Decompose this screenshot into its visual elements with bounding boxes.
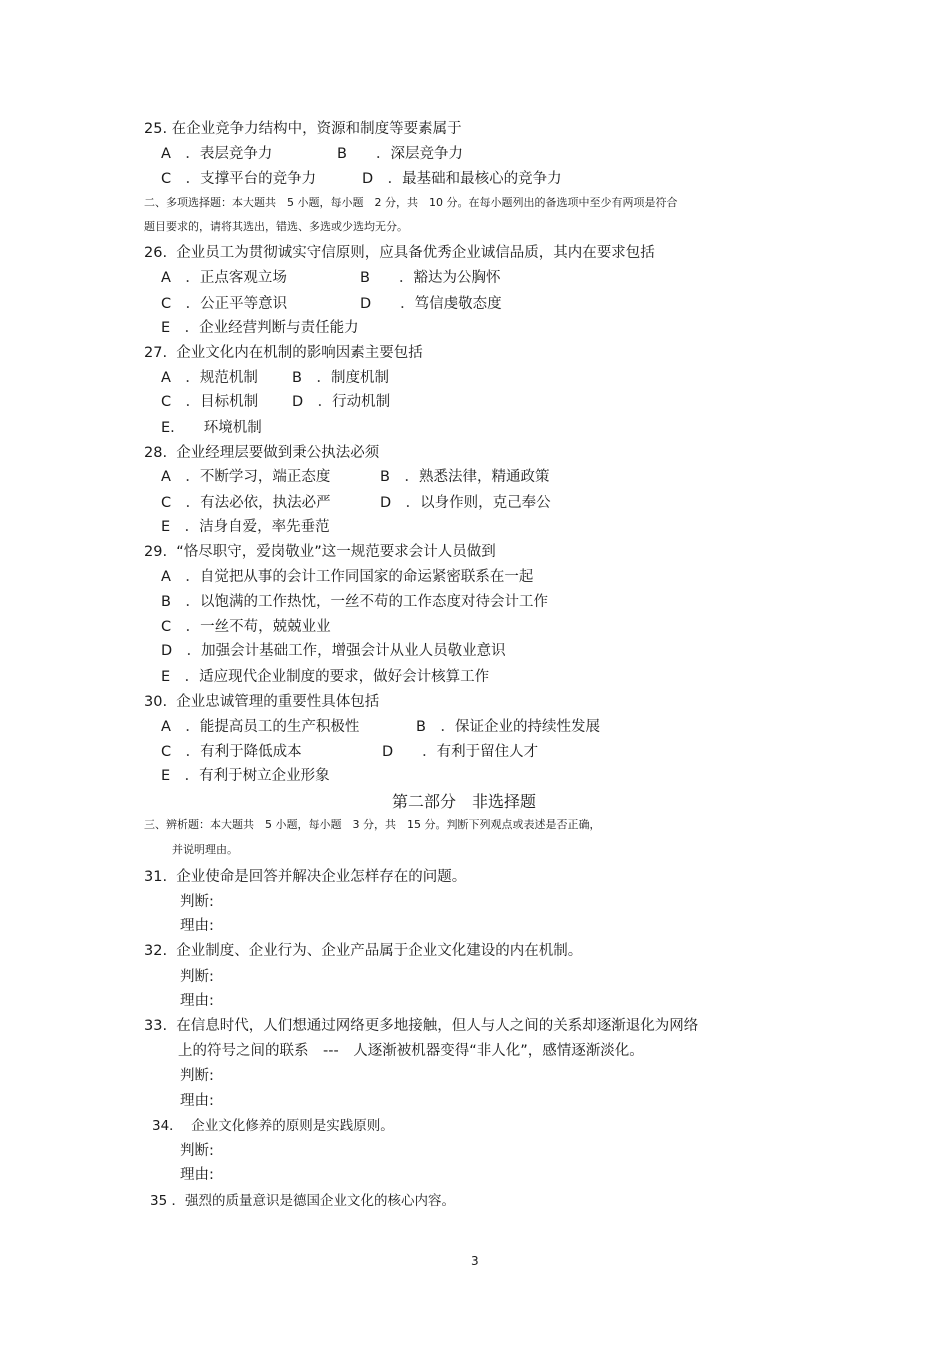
question-32-reason-label: 理由: [180,993,214,1009]
question-34-reason-label: 理由: [180,1167,214,1183]
question-29-option-a: A ．自觉把从事的会计工作同国家的命运紧密联系在一起 [161,569,534,585]
section-2-instructions-line-2: 题目要求的，请将其选出，错选、多选或少选均无分。 [144,220,408,233]
question-31-reason-label: 理由: [180,918,214,934]
question-30-option-d: D ．有利于留住人才 [382,744,539,760]
question-28-option-c: C ．有法必依，执法必严 [161,495,331,511]
question-27-option-c: C ．目标机制 [161,394,259,410]
question-25-option-b: B ．深层竞争力 [337,146,463,162]
question-29-option-e: E ．适应现代企业制度的要求，做好会计核算工作 [161,669,490,685]
question-27-option-e: E. 环境机制 [161,420,262,436]
question-26-stem: 26. 企业员工为贯彻诚实守信原则，应具备优秀企业诚信品质，其内在要求包括 [144,245,655,261]
page-number: 3 [471,1254,479,1268]
question-29-option-d: D ．加强会计基础工作，增强会计从业人员敬业意识 [161,643,506,659]
question-26-option-d: D ．笃信虔敬态度 [360,296,502,312]
question-29-stem: 29. “恪尽职守，爱岗敬业”这一规范要求会计人员做到 [144,544,496,560]
question-35-stem: 35 ．强烈的质量意识是德国企业文化的核心内容。 [150,1193,455,1209]
question-27-stem: 27. 企业文化内在机制的影响因素主要包括 [144,345,423,361]
question-27-option-a: A ．规范机制 [161,370,258,386]
question-28-option-e: E ．洁身自爱，率先垂范 [161,519,330,535]
question-29-option-c: C ．一丝不苟，兢兢业业 [161,619,331,635]
question-26-option-e: E ．企业经营判断与责任能力 [161,320,359,336]
question-26-option-b: B ．豁达为公胸怀 [360,270,501,286]
question-33-stem-line-1: 33. 在信息时代，人们想通过网络更多地接触，但人与人之间的关系却逐渐退化为网络 [144,1018,699,1034]
question-32-judge-label: 判断: [180,969,214,985]
question-34-judge-label: 判断: [180,1143,214,1159]
part-2-title: 第二部分 非选择题 [392,792,537,811]
question-27-option-d: D ．行动机制 [292,394,391,410]
question-28-option-a: A ．不断学习，端正态度 [161,469,331,485]
section-2-instructions-line-1: 二、多项选择题：本大题共 5 小题，每小题 2 分，共 10 分。在每小题列出的备选项中至少有两项是符合 [144,196,678,209]
question-30-option-b: B ．保证企业的持续性发展 [416,719,600,735]
question-29-option-b: B ．以饱满的工作热忱，一丝不苟的工作态度对待会计工作 [161,594,548,610]
question-26-option-a: A ．正点客观立场 [161,270,287,286]
question-28-option-b: B ．熟悉法律，精通政策 [380,469,550,485]
question-33-reason-label: 理由: [180,1093,214,1109]
section-3-instructions-line-1: 三、辨析题：本大题共 5 小题，每小题 3 分，共 15 分。判断下列观点或表述是否正确， [144,818,601,831]
question-30-option-c: C ．有利于降低成本 [161,744,302,760]
question-26-option-c: C ．公正平等意识 [161,296,288,312]
question-28-stem: 28. 企业经理层要做到秉公执法必须 [144,445,380,461]
question-27-option-b: B ．制度机制 [292,370,389,386]
question-34-stem: 34． 企业文化修养的原则是实践原则。 [152,1118,394,1134]
question-30-stem: 30. 企业忠诚管理的重要性具体包括 [144,694,380,710]
question-25-option-d: D ．最基础和最核心的竞争力 [362,171,562,187]
question-33-judge-label: 判断: [180,1068,214,1084]
question-33-stem-line-2: 上的符号之间的联系 --- 人逐渐被机器变得“非人化”，感情逐渐淡化。 [178,1043,644,1059]
question-32-stem: 32. 企业制度、企业行为、企业产品属于企业文化建设的内在机制。 [144,943,583,959]
question-25-stem: 25. 在企业竞争力结构中，资源和制度等要素属于 [144,121,462,137]
question-25-option-c: C ．支撑平台的竞争力 [161,171,317,187]
question-31-stem: 31. 企业使命是回答并解决企业怎样存在的问题。 [144,869,467,885]
question-25-option-a: A ．表层竞争力 [161,146,273,162]
question-30-option-e: E ．有利于树立企业形象 [161,768,330,784]
question-31-judge-label: 判断: [180,894,214,910]
question-28-option-d: D ．以身作则，克己奉公 [380,495,551,511]
section-3-instructions-line-2: 并说明理由。 [172,843,238,856]
question-30-option-a: A ．能提高员工的生产积极性 [161,719,360,735]
